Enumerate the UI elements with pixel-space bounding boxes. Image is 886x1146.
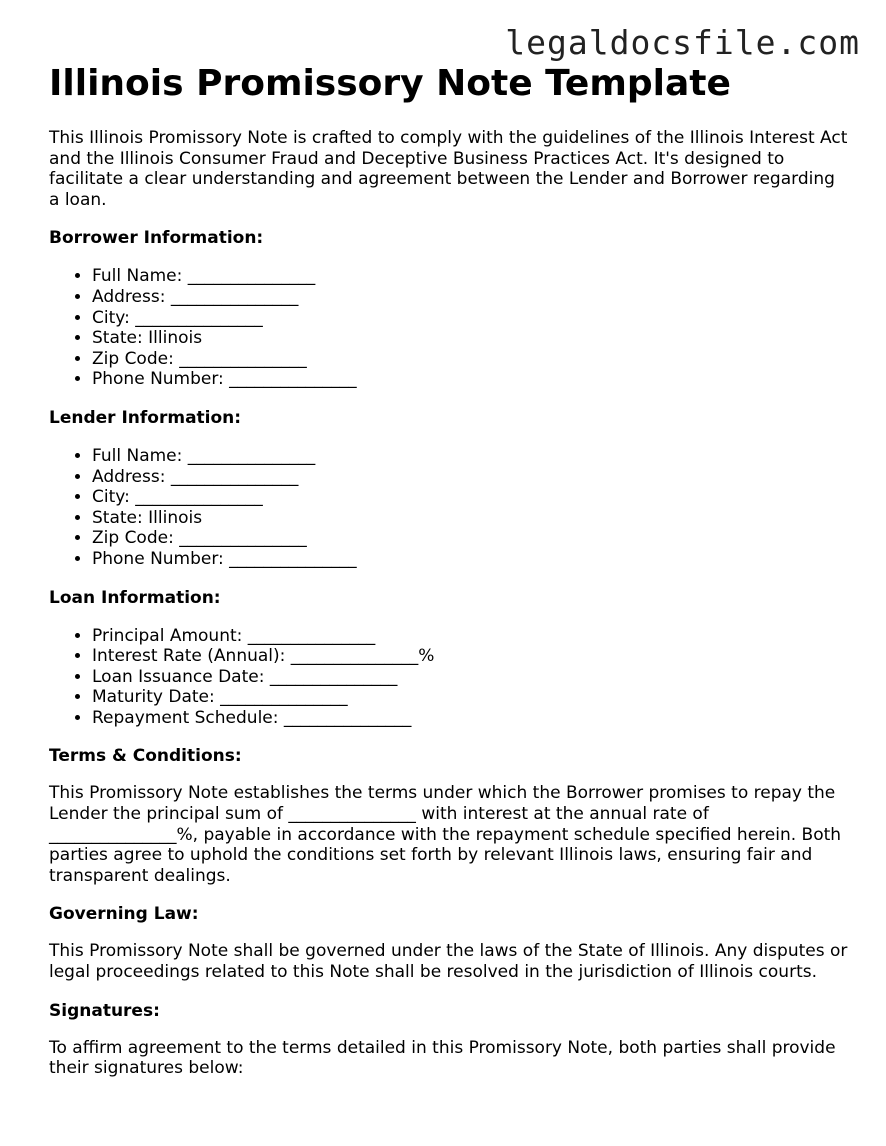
list-item: • Principal Amount: _______________ [92, 626, 849, 647]
page-title: Illinois Promissory Note Template [49, 63, 731, 104]
list-item: • Address: _______________ [92, 467, 849, 488]
lender-heading: Lender Information: [49, 407, 242, 428]
list-item: • Maturity Date: _______________ [92, 687, 849, 708]
intro-paragraph: This Illinois Promissory Note is crafted to comply with the guidelines of the Illinois Interest Act and the Illinois Consumer Fraud and Deceptive Business Practices Act. It's designed to facilitate a clear understanding and agreement between the Lender and Borrower regarding a loan. [49, 128, 848, 210]
list-item: • Loan Issuance Date: _______________ [92, 667, 849, 688]
list-item: • Interest Rate (Annual): _______________% [92, 646, 849, 667]
list-item: • Full Name: _______________ [92, 446, 849, 467]
lender-list [49, 446, 849, 570]
list-item: • Phone Number: _______________ [92, 369, 849, 390]
list-item: • Zip Code: _______________ [92, 528, 849, 549]
list-item: • City: _______________ [92, 308, 849, 329]
governing-law-heading: Governing Law: [49, 904, 199, 925]
loan-heading: Loan Information: [49, 587, 221, 608]
terms-paragraph: This Promissory Note establishes the terms under which the Borrower promises to repay the Lender the principal sum of _______________ with interest at the annual rate of _______________%, payable in accordance with the repayment schedule specified herein. Both parties agree to uphold the conditions set forth by relevant Illinois laws, ensuring fair and transparent dealings. [49, 783, 842, 886]
borrower-list [49, 266, 849, 390]
list-item: • Repayment Schedule: _______________ [92, 708, 849, 729]
list-item: • City: _______________ [92, 487, 849, 508]
terms-heading: Terms & Conditions: [49, 746, 242, 767]
signatures-paragraph: To affirm agreement to the terms detailed in this Promissory Note, both parties shall provide their signatures below: [49, 1037, 836, 1079]
list-item: • Address: _______________ [92, 287, 849, 308]
list-item: • State: Illinois [92, 328, 849, 349]
list-item: • State: Illinois [92, 508, 849, 529]
list-item: • Zip Code: _______________ [92, 349, 849, 370]
signatures-heading: Signatures: [49, 1000, 160, 1021]
governing-law-paragraph: This Promissory Note shall be governed under the laws of the State of Illinois. Any disputes or legal proceedings related to this Note shall be resolved in the jurisdiction of Illinois courts. [49, 941, 848, 983]
borrower-heading: Borrower Information: [49, 228, 264, 249]
list-item: • Full Name: _______________ [92, 266, 849, 287]
document-page [49, 62, 849, 1079]
watermark-text: legaldocsfile.com [505, 23, 860, 62]
list-item: • Phone Number: _______________ [92, 549, 849, 570]
loan-list [49, 626, 849, 729]
